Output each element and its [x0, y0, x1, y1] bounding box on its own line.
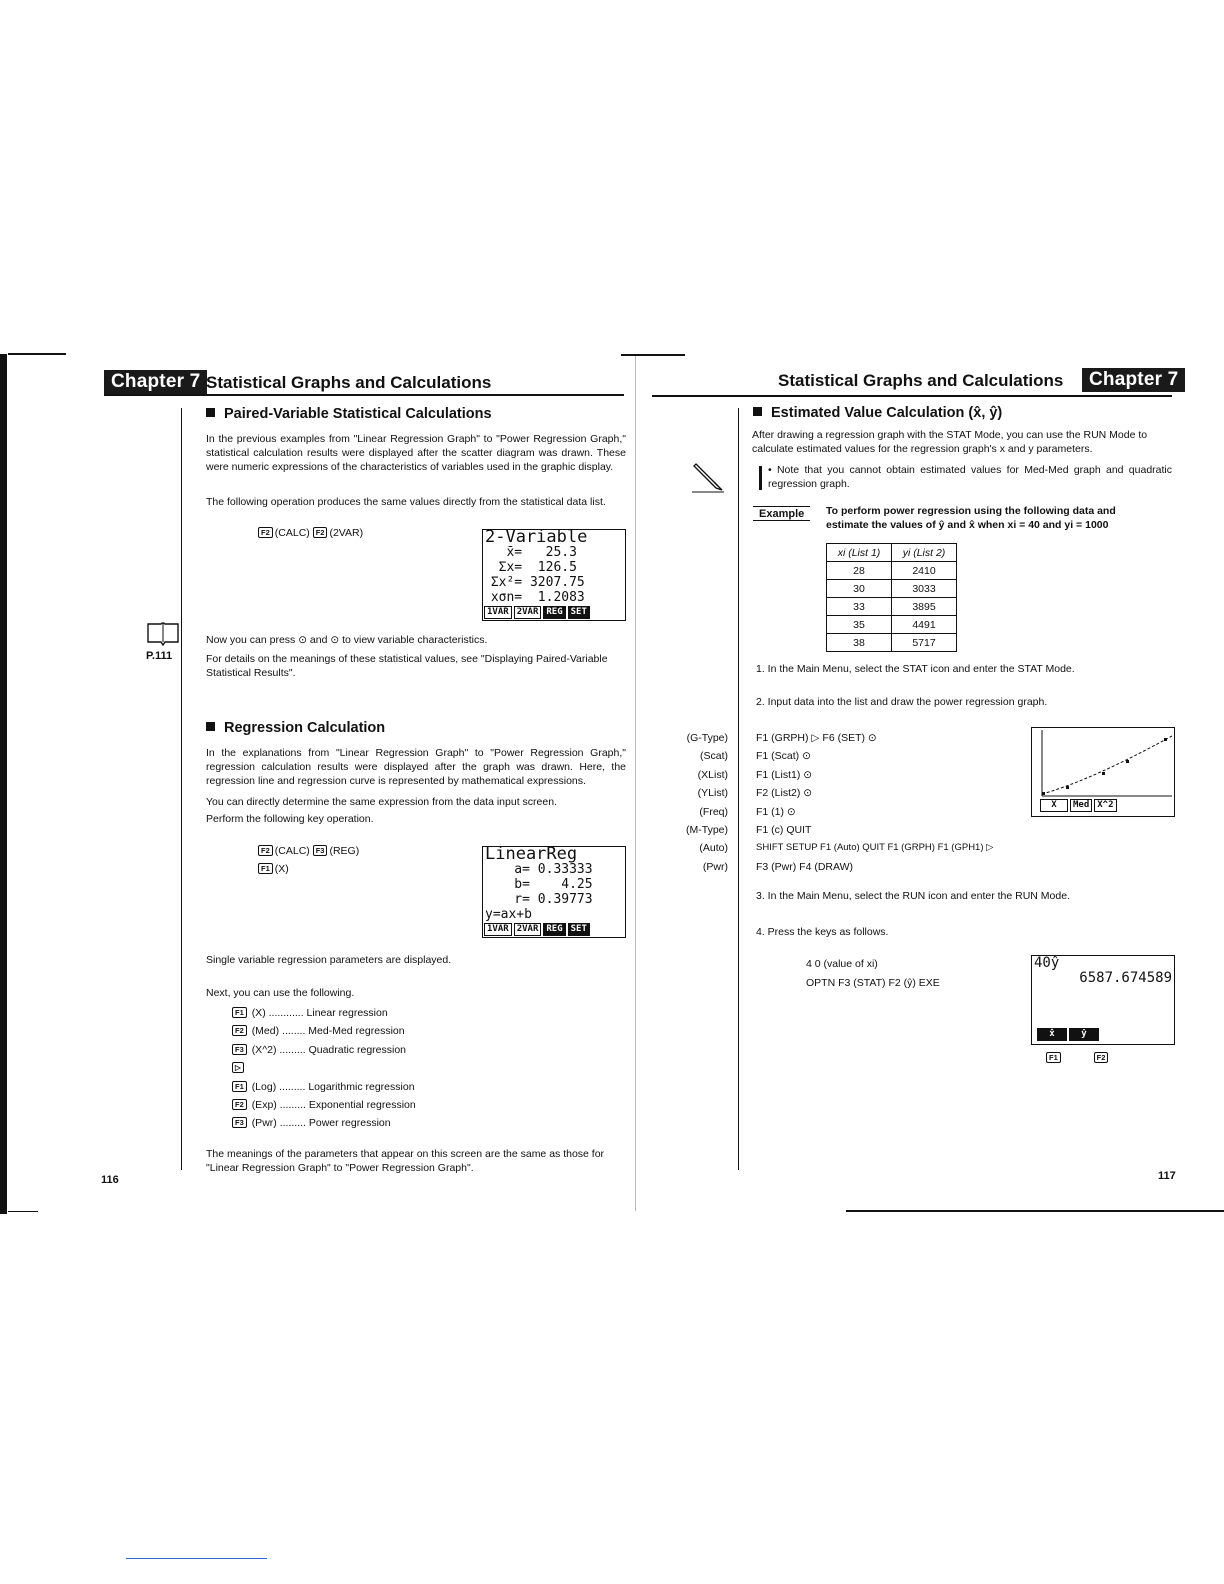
- key-label: (Freq): [699, 805, 728, 818]
- table-row: [827, 580, 957, 598]
- lcd-line: 40ŷ: [1034, 955, 1060, 971]
- key-labels: [660, 729, 728, 876]
- list-item: F1 (Log) ......... Logarithmic regression: [232, 1078, 532, 1096]
- table-cell: 3033: [892, 580, 957, 598]
- paragraph: You can directly determine the same expression from the data input screen.: [206, 796, 557, 808]
- fn-med: Med: [1070, 799, 1092, 812]
- header-rule-left: [104, 394, 624, 396]
- lcd-line: b= 4.25: [483, 877, 593, 892]
- margin-rule-right: [738, 408, 739, 1170]
- section-heading-regression: Regression Calculation: [206, 720, 385, 736]
- page-edge-left: [0, 354, 7, 1214]
- data-point: [1126, 760, 1129, 763]
- key-line: F2 (List2) ⊙: [756, 787, 813, 800]
- chapter-title-left: Statistical Graphs and Calculations: [206, 373, 492, 392]
- list-item: F2 (Exp) ......... Exponential regression: [232, 1096, 532, 1114]
- key-line: F3 (Pwr) F4 (DRAW): [756, 860, 854, 873]
- table-row: [827, 616, 957, 634]
- lcd-line: a= 0.33333: [483, 862, 593, 877]
- lcd-line: Σx= 126.5: [483, 560, 577, 575]
- data-point: [1164, 738, 1167, 741]
- key-operation: F1 (X): [258, 863, 289, 875]
- lcd-function-bar: [483, 605, 625, 620]
- pencil-note-icon: [690, 460, 726, 499]
- key-line: F1 (List1) ⊙: [756, 768, 813, 781]
- data-point: [1066, 786, 1069, 789]
- center-fold-mark: [621, 354, 685, 356]
- fn-1var: 1VAR: [484, 606, 512, 619]
- list-item: ▷: [232, 1059, 532, 1077]
- key-sequence: [756, 729, 1016, 876]
- step: 1. In the Main Menu, select the STAT icon and enter the STAT Mode.: [756, 663, 1075, 675]
- step: 4. Press the keys as follows.: [756, 926, 889, 938]
- f2-key: F2: [1094, 1052, 1109, 1063]
- page-number-right: 117: [1158, 1170, 1176, 1182]
- footer-link-line: [126, 1558, 267, 1559]
- fn-x2: X^2: [1094, 799, 1116, 812]
- f1-key: F1: [1046, 1052, 1061, 1063]
- column-header: yi (List 2): [892, 544, 957, 562]
- lcd-line: x̄= 25.3: [483, 545, 577, 560]
- table-cell: 3895: [892, 598, 957, 616]
- key-operation: F2 (CALC) F3 (REG): [258, 845, 359, 857]
- chapter-badge-right: Chapter 7: [1082, 368, 1185, 392]
- paragraph: For details on the meanings of these statistical values, see "Displaying Paired-Variable Statistical Results".: [206, 653, 608, 679]
- table-cell: 5717: [892, 634, 957, 652]
- lcd-run-screen: [1031, 955, 1175, 1045]
- paragraph: After drawing a regression graph with the STAT Mode, you can use the RUN Mode to calculate estimated values for the regression graph's x and y parameters.: [752, 429, 1148, 455]
- key-label: (YList): [697, 787, 728, 800]
- key-line: SHIFT SETUP F1 (Auto) QUIT F1 (GRPH) F1 (GPH1) ▷: [756, 842, 994, 854]
- page-number-left: 116: [101, 1174, 119, 1186]
- chapter-title-right: Statistical Graphs and Calculations: [778, 371, 1064, 390]
- section-heading-estimated: Estimated Value Calculation (x̂, ŷ): [753, 405, 1002, 421]
- step: 2. Input data into the list and draw the power regression graph.: [756, 696, 1048, 708]
- key-label: (Pwr): [702, 860, 728, 873]
- paragraph: The following operation produces the same values directly from the statistical data list.: [206, 496, 606, 508]
- table-cell: 38: [827, 634, 892, 652]
- lcd-screen-2variable: [482, 529, 626, 621]
- list-item: F1 (X) ............ Linear regression: [232, 1004, 532, 1022]
- function-keys-below: [1046, 1048, 1110, 1066]
- key-label: (Auto): [699, 842, 728, 855]
- example-text: To perform power regression using the following data and estimate the values of ŷ and x̂ when xi = 40 and yi = 1000: [826, 505, 1116, 531]
- margin-rule-left: [181, 408, 182, 1170]
- fn-reg: REG: [543, 923, 565, 936]
- paragraph: The meanings of the parameters that appear on this screen are the same as those for "Linear Regression Graph" to "Power Regression Graph".: [206, 1148, 605, 1174]
- lcd-line: 2-Variable: [485, 527, 588, 547]
- bottom-rule-left: [8, 1211, 38, 1212]
- fn-2var: 2VAR: [514, 606, 542, 619]
- key-line: F1 (Scat) ⊙: [756, 750, 811, 763]
- fn-2var: 2VAR: [514, 923, 542, 936]
- lcd-screen-linearreg: [482, 846, 626, 938]
- power-regression-graph: [1032, 728, 1174, 798]
- fn-yhat: ŷ: [1069, 1028, 1099, 1041]
- fn-xhat: x̂: [1037, 1028, 1067, 1041]
- step: 3. In the Main Menu, select the RUN icon and enter the RUN Mode.: [756, 890, 1070, 902]
- data-point: [1042, 792, 1045, 795]
- fn-reg: REG: [543, 606, 565, 619]
- list-item: F3 (X^2) ......... Quadratic regression: [232, 1041, 532, 1059]
- key-line: 4 0 (value of xi): [806, 958, 878, 970]
- key-label: (Scat): [699, 750, 728, 763]
- lcd-line: xσn= 1.2083: [483, 590, 585, 605]
- paragraph: In the previous examples from "Linear Regression Graph" to "Power Regression Graph," statistical calculation results were displayed after the scatter diagram was drawn. These were numeric expressions of the characteristics of variables used in the graphic display.: [206, 433, 626, 473]
- table-cell: 33: [827, 598, 892, 616]
- fn-1var: 1VAR: [484, 923, 512, 936]
- key-label: (G-Type): [686, 732, 728, 744]
- paragraph: Perform the following key operation.: [206, 813, 374, 825]
- table-cell: 28: [827, 562, 892, 580]
- column-header: xi (List 1): [827, 544, 892, 562]
- key-operation: F2 (CALC) F2 (2VAR): [258, 527, 363, 539]
- center-fold-line: [635, 356, 636, 1211]
- lcd-function-bar: [1036, 1027, 1100, 1042]
- lcd-function-bar: [1032, 798, 1174, 813]
- table-cell: 4491: [892, 616, 957, 634]
- note-text: • Note that you cannot obtain estimated values for Med-Med graph and quadratic regression graph.: [768, 464, 1172, 490]
- bottom-rule-right: [846, 1210, 1224, 1212]
- lcd-graph-screen: [1031, 727, 1175, 817]
- book-reference-icon: [146, 620, 180, 651]
- lcd-line: y=ax+b: [485, 907, 532, 922]
- section-heading-paired: Paired-Variable Statistical Calculations: [206, 406, 492, 422]
- regression-options-list: [232, 1004, 532, 1133]
- data-point: [1102, 772, 1105, 775]
- lcd-line: r= 0.39773: [483, 892, 593, 907]
- reference-page-label: P.111: [146, 650, 173, 662]
- example-label: Example: [753, 506, 810, 521]
- top-rule-left: [8, 353, 66, 355]
- list-item: F3 (Pwr) ......... Power regression: [232, 1114, 532, 1132]
- key-line: F1 (GRPH) ▷ F6 (SET) ⊙: [756, 732, 877, 744]
- paragraph: Now you can press ⊙ and ⊙ to view variable characteristics.: [206, 634, 488, 646]
- header-rule-right: [652, 395, 1172, 397]
- table-row: [827, 598, 957, 616]
- fn-x: X: [1040, 799, 1068, 812]
- paragraph: Next, you can use the following.: [206, 987, 355, 999]
- lcd-line: LinearReg: [485, 844, 578, 864]
- lcd-function-bar: [483, 922, 625, 937]
- lcd-line: 6587.674589: [1079, 970, 1172, 986]
- table-row: [827, 634, 957, 652]
- fn-set: SET: [568, 923, 590, 936]
- data-table: [826, 543, 957, 652]
- table-header-row: [827, 544, 957, 562]
- table-cell: 30: [827, 580, 892, 598]
- table-row: [827, 562, 957, 580]
- key-line: F1 (1) ⊙: [756, 805, 796, 818]
- list-item: F2 (Med) ........ Med-Med regression: [232, 1022, 532, 1040]
- note-bar: [759, 466, 762, 490]
- lcd-line: Σx²= 3207.75: [483, 575, 585, 590]
- key-line: OPTN F3 (STAT) F2 (ŷ) EXE: [806, 977, 940, 989]
- paragraph: Single variable regression parameters are displayed.: [206, 954, 452, 966]
- table-cell: 2410: [892, 562, 957, 580]
- paragraph: In the explanations from "Linear Regression Graph" to "Power Regression Graph," regression calculation results were displayed after the graph was drawn. Here, the regression line and regression curve is represented by mathematical expressions.: [206, 747, 626, 787]
- fn-set: SET: [568, 606, 590, 619]
- key-label: (XList): [697, 768, 728, 781]
- key-label: (M-Type): [686, 824, 728, 837]
- table-cell: 35: [827, 616, 892, 634]
- chapter-badge-left: Chapter 7: [104, 370, 207, 394]
- key-line: F1 (c) QUIT: [756, 824, 812, 837]
